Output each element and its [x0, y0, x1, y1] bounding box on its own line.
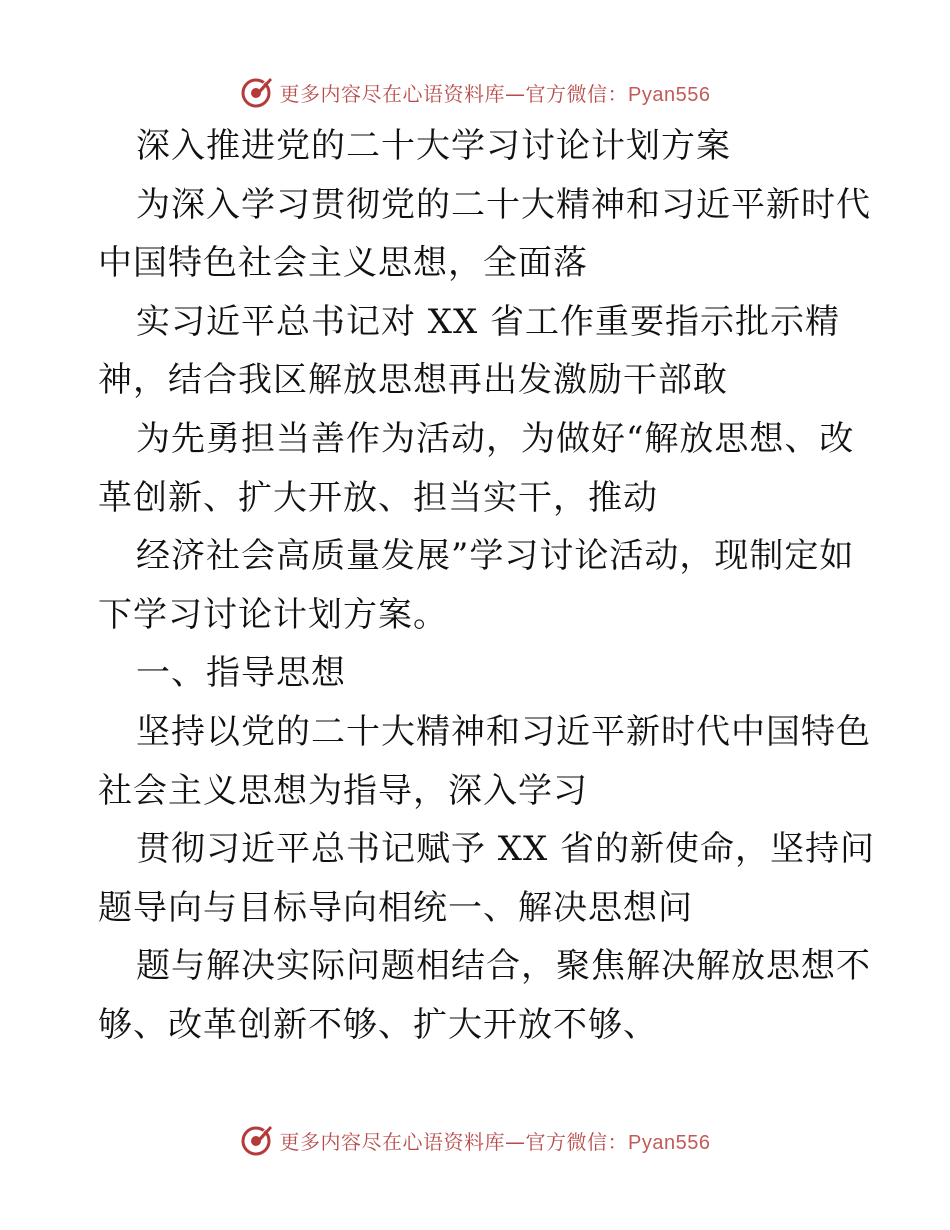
text-line: 坚持以党的二十大精神和习近平新时代中国特色	[136, 711, 871, 752]
watermark-text: 更多内容尽在心语资料库—官方微信：Pyan556	[279, 81, 711, 106]
quill-logo-icon	[240, 75, 274, 109]
text-line: 经济社会高质量发展”学习讨论活动，现制定如	[136, 536, 855, 577]
text-line: 够、改革创新不够、扩大开放不够、	[98, 1004, 658, 1045]
text-line: 一、指导思想	[136, 653, 346, 694]
quill-logo-icon	[240, 1123, 274, 1157]
text-line: 题导向与目标导向相统一、解决思想问	[98, 887, 693, 928]
text-line: 实习近平总书记对 XX 省工作重要指示批示精	[136, 301, 841, 342]
document-body	[98, 117, 876, 1055]
text-line: 中国特色社会主义思想，全面落	[98, 243, 588, 284]
text-line: 革创新、扩大开放、担当实干，推动	[98, 477, 658, 518]
text-line: 神，结合我区解放思想再出发激励干部敢	[98, 360, 728, 401]
text-line: 深入推进党的二十大学习讨论计划方案	[136, 126, 731, 166]
footer-watermark	[0, 1120, 950, 1160]
text-line: 为先勇担当善作为活动，为做好“解放思想、改	[136, 418, 855, 459]
text-line: 题与解决实际问题相结合，聚焦解决解放思想不	[136, 946, 871, 987]
text-line: 贯彻习近平总书记赋予 XX 省的新使命，坚持问	[136, 829, 876, 870]
text-line: 下学习讨论计划方案。	[98, 594, 448, 635]
text-line: 社会主义思想为指导，深入学习	[98, 770, 588, 811]
header-watermark	[0, 72, 950, 112]
watermark-text: 更多内容尽在心语资料库—官方微信：Pyan556	[279, 1129, 711, 1154]
text-line: 为深入学习贯彻党的二十大精神和习近平新时代	[136, 184, 871, 225]
